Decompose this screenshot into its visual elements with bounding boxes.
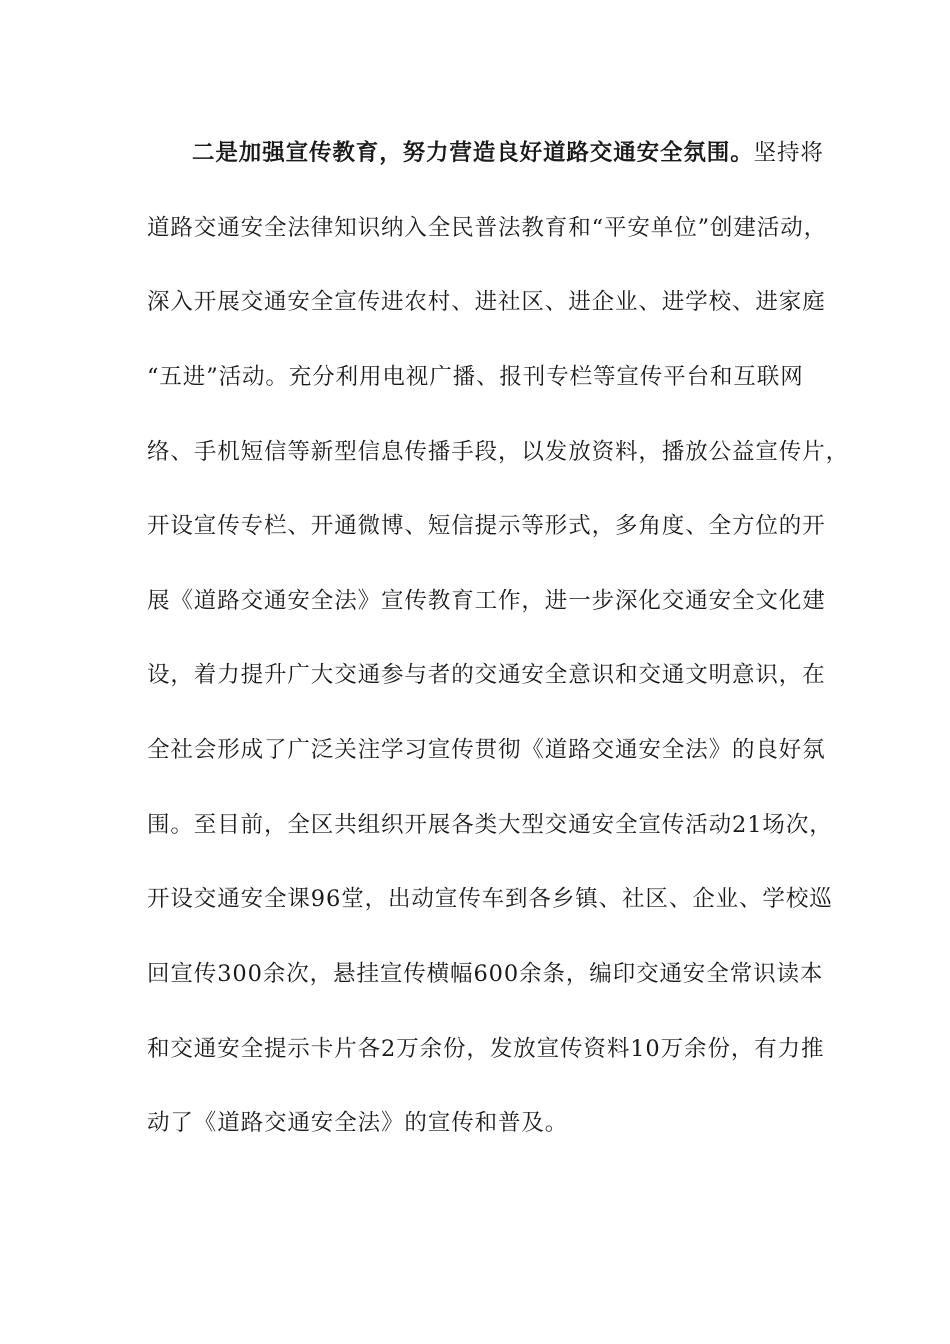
paragraph-line-1	[192, 138, 824, 168]
paragraph-line-6: 开设宣传专栏、开通微博、短信提示等形式，多角度、全方位的开	[147, 513, 826, 539]
paragraph-line-4: “五进”活动。充分利用电视广播、报刊专栏等宣传平台和互联网	[147, 364, 804, 390]
paragraph-line-2: 道路交通安全法律知识纳入全民普法教育和“平安单位”创建活动，	[147, 215, 828, 241]
paragraph-line-1-rest: 坚持将	[753, 140, 824, 166]
paragraph-line-7: 展《道路交通安全法》宣传教育工作，进一步深化交通安全文化建	[147, 588, 826, 614]
paragraph-line-5: 络、手机短信等新型信息传播手段，以发放资料，播放公益宣传片，	[147, 439, 850, 465]
paragraph-line-12: 回宣传300余次，悬挂宣传横幅600余条，编印交通安全常识读本	[147, 961, 824, 987]
paragraph-line-11: 开设交通安全课96堂，出动宣传车到各乡镇、社区、企业、学校巡	[147, 886, 833, 912]
paragraph-line-9: 全社会形成了广泛关注学习宣传贯彻《道路交通安全法》的良好氛	[147, 737, 826, 763]
paragraph-line-3: 深入开展交通安全宣传进农村、进社区、进企业、进学校、进家庭	[147, 289, 826, 315]
paragraph-line-10: 围。至目前，全区共组织开展各类大型交通安全宣传活动21场次，	[147, 812, 833, 838]
paragraph-heading: 二是加强宣传教育，努力营造良好道路交通安全氛围。	[192, 140, 754, 166]
paragraph-line-14: 动了《道路交通安全法》的宣传和普及。	[147, 1110, 569, 1136]
paragraph-line-8: 设，着力提升广大交通参与者的交通安全意识和交通文明意识，在	[147, 662, 826, 688]
paragraph-line-13: 和交通安全提示卡片各2万余份，发放宣传资料10万余份，有力推	[147, 1036, 825, 1062]
